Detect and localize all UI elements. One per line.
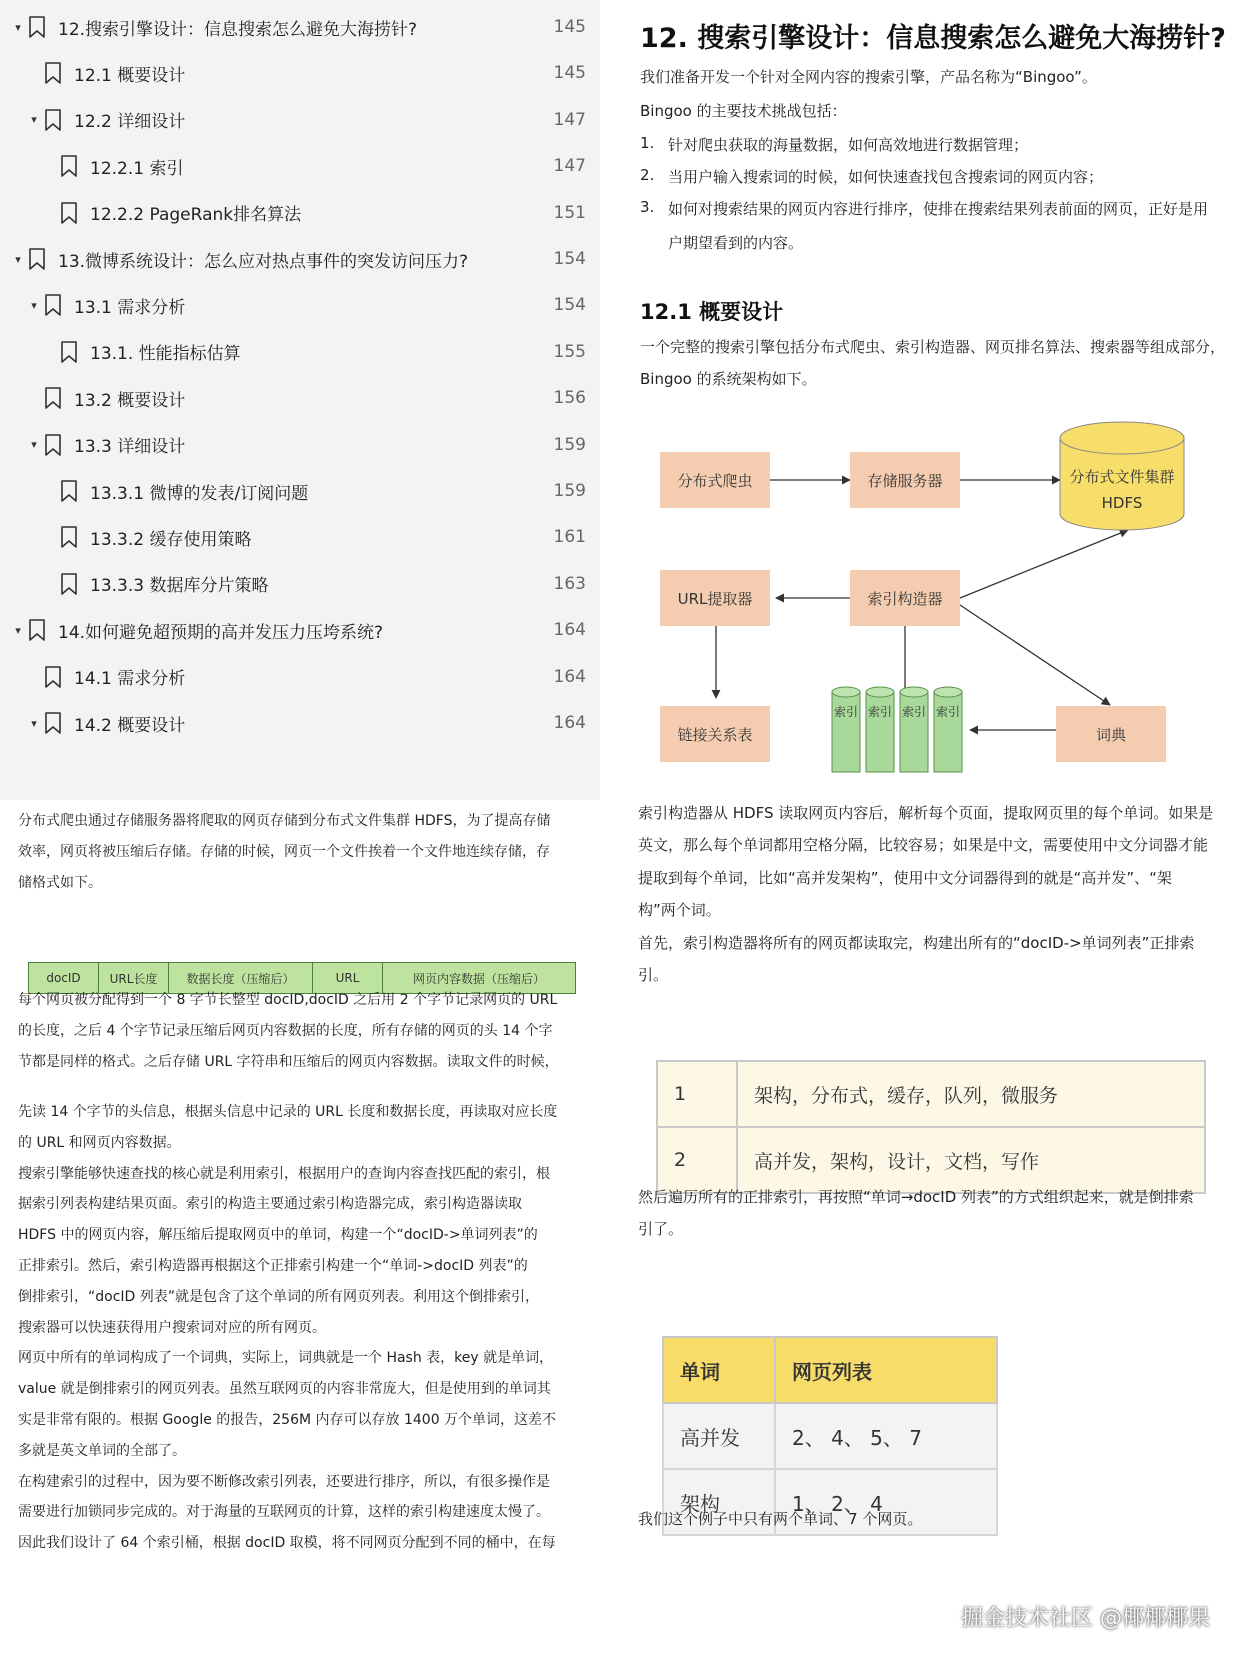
- paragraph-line: 正排索引。然后，索引构造器再根据这个正排索引构建一个“单词->docID 列表”的: [18, 1258, 528, 1274]
- expand-arrow-icon[interactable]: ▾: [15, 252, 21, 266]
- list-num-3: 3.: [640, 198, 655, 216]
- index-bucket: [934, 687, 962, 772]
- toc-panel: [0, 0, 600, 800]
- paragraph-line: 先读 14 个字节的头信息，根据头信息中记录的 URL 长度和数据长度，再读取对应长度: [18, 1104, 558, 1120]
- toc-item[interactable]: [0, 4, 600, 50]
- format-field: 数据长度（压缩后）: [169, 963, 313, 993]
- svg-text:URL提取器: URL提取器: [677, 590, 753, 608]
- toc-item-page: 159: [553, 434, 586, 455]
- expand-arrow-icon[interactable]: ▾: [31, 113, 37, 127]
- toc-item-page: 147: [553, 109, 586, 130]
- format-field: URL长度: [99, 963, 169, 993]
- bookmark-icon: [44, 387, 62, 409]
- bookmark-icon: [60, 480, 78, 502]
- toc-item-label: 14.如何避免超预期的高并发压力压垮系统?: [58, 622, 384, 643]
- bookmark-icon: [44, 62, 62, 84]
- list-item-3: 如何对搜索结果的网页内容进行排序，使排在搜索结果列表前面的网页，正好是用: [668, 200, 1209, 218]
- header-word: 单词: [663, 1337, 775, 1403]
- format-field: docID: [29, 963, 99, 993]
- bookmark-icon: [44, 109, 62, 131]
- table-header-row: [663, 1337, 997, 1403]
- bookmark-icon: [60, 202, 78, 224]
- toc-item-page: 164: [553, 713, 586, 733]
- table-row: [657, 1127, 1205, 1193]
- paragraph-line: 实是非常有限的。根据 Google 的报告，256M 内存可以存放 1400 万个单词，这差不: [18, 1412, 557, 1428]
- toc-item-page: 155: [553, 341, 586, 362]
- architecture-diagram: [660, 430, 1200, 800]
- paragraph-line: 索引构造器从 HDFS 读取网页内容后，解析每个页面，提取网页里的每个单词。如果是: [638, 804, 1214, 822]
- toc-item[interactable]: [0, 514, 600, 560]
- page-list-cell: 1、 2、 4: [775, 1469, 997, 1535]
- bookmark-icon: [28, 248, 46, 270]
- paragraph-line: 提取到每个单词，比如“高并发架构”，使用中文分词器得到的就是“高并发”、“架: [638, 868, 1172, 887]
- toc-item[interactable]: [0, 143, 600, 189]
- expand-arrow-icon[interactable]: ▾: [31, 438, 37, 452]
- paragraph-line: value 就是倒排索引的网页列表。虽然互联网页的内容非常庞大，但是使用到的单词其: [18, 1381, 551, 1398]
- toc-item-label: 13.3.2 缓存使用策略: [90, 529, 252, 550]
- paragraph-line: 搜索引擎能够快速查找的核心就是利用索引，根据用户的查询内容查找匹配的索引，根: [18, 1165, 550, 1182]
- dictionary-box: [1056, 706, 1166, 762]
- paragraph-line: 首先，索引构造器将所有的网页都读取完，构建出所有的“docID->单词列表”正排索: [638, 933, 1195, 952]
- paragraph-line: 多就是英文单词的全部了。: [18, 1442, 186, 1459]
- toc-item[interactable]: [0, 282, 600, 328]
- toc-item[interactable]: [0, 654, 600, 700]
- bookmark-icon: [60, 341, 78, 363]
- arrow-indexer-dict: [960, 605, 1110, 705]
- svg-text:分布式文件集群: 分布式文件集群: [1069, 468, 1175, 486]
- table-row: [657, 1061, 1205, 1127]
- paragraph-line: 因此我们设计了 64 个索引桶，根据 docID 取模，将不同网页分配到不同的桶中，在每: [18, 1535, 556, 1552]
- toc-item[interactable]: [0, 375, 600, 421]
- toc-item-label: 12.2.2 PageRank排名算法: [90, 205, 302, 226]
- paragraph-line: 引。: [638, 966, 669, 984]
- toc-item[interactable]: [0, 422, 600, 468]
- toc-item-page: 154: [553, 295, 586, 316]
- format-field: URL: [313, 963, 383, 993]
- list-item-3-cont: 户期望看到的内容。: [668, 234, 804, 252]
- toc-item-label: 14.2 概要设计: [74, 715, 186, 736]
- toc-item[interactable]: [0, 97, 600, 143]
- toc-item[interactable]: [0, 190, 600, 236]
- list-item-1: 针对爬虫获取的海量数据，如何高效地进行数据管理；: [668, 136, 1029, 154]
- bookmark-icon: [60, 155, 78, 177]
- toc-item-label: 12.2.1 索引: [90, 158, 184, 179]
- index-bucket: [866, 687, 894, 772]
- link-table-box: [660, 706, 770, 762]
- toc-item-label: 13.3.3 数据库分片策略: [90, 576, 269, 597]
- paragraph-line: 网页中所有的单词构成了一个词典，实际上，词典就是一个 Hash 表，key 就是单词，: [18, 1350, 554, 1367]
- toc-item-page: 147: [553, 156, 586, 177]
- bookmark-icon: [44, 666, 62, 688]
- toc-item[interactable]: [0, 468, 600, 514]
- bookmark-icon: [44, 712, 62, 734]
- toc-item-page: 159: [553, 481, 586, 501]
- paragraph-line: 每个网页被分配得到一个 8 字节长整型 docID,docID 之后用 2 个字节记录网页的 URL: [18, 992, 558, 1008]
- toc-item[interactable]: [0, 236, 600, 282]
- chapter-12-page: [620, 0, 1242, 792]
- header-page-list: 网页列表: [775, 1337, 997, 1403]
- toc-item-label: 13.1. 性能指标估算: [90, 344, 241, 365]
- doc-id-cell: 2: [657, 1127, 737, 1193]
- index-page: [626, 804, 1242, 1660]
- section-paragraph-cont: Bingoo 的系统架构如下。: [640, 370, 817, 388]
- paragraph-line: 搜索器可以快速获得用户搜索词对应的所有网页。: [18, 1319, 326, 1336]
- hdfs-database: [1060, 422, 1184, 530]
- toc-item[interactable]: [0, 329, 600, 375]
- svg-text:索引: 索引: [935, 705, 961, 719]
- svg-text:分布式爬虫: 分布式爬虫: [677, 472, 753, 490]
- challenges-intro: Bingoo 的主要技术挑战包括：: [640, 102, 847, 120]
- toc-item-page: 154: [553, 249, 586, 269]
- paragraph-line: 储格式如下。: [18, 875, 102, 891]
- svg-text:索引: 索引: [833, 705, 859, 719]
- toc-item-page: 163: [553, 573, 586, 594]
- paragraph-line: 需要进行加锁同步完成的。对于海量的互联网页的计算，这样的索引构建速度太慢了。: [18, 1504, 550, 1521]
- storage-format-page: [0, 813, 600, 1660]
- expand-arrow-icon[interactable]: ▾: [15, 20, 21, 34]
- word-list-cell: 高并发，架构，设计，文档，写作: [737, 1127, 1205, 1193]
- paragraph-line: 引了。: [638, 1220, 684, 1238]
- toc-item[interactable]: [0, 607, 600, 653]
- word-list-cell: 架构，分布式，缓存，队列，微服务: [737, 1061, 1205, 1127]
- paragraph-line: 分布式爬虫通过存储服务器将爬取的网页存储到分布式文件集群 HDFS，为了提高存储: [18, 813, 551, 829]
- paragraph-line: 英文，那么每个单词都用空格分隔，比较容易；如果是中文，需要使用中文分词器才能: [638, 836, 1209, 855]
- page-list-cell: 2、 4、 5、 7: [775, 1403, 997, 1469]
- word-cell: 架构: [663, 1469, 775, 1535]
- bookmark-icon: [60, 573, 78, 595]
- table-row: [663, 1403, 997, 1469]
- toc-item-label: 12.1 概要设计: [74, 65, 186, 86]
- paragraph-line: 的长度，之后 4 个字节记录压缩后网页内容数据的长度，所有存储的网页的头 14 个字: [18, 1023, 553, 1039]
- bookmark-icon: [44, 434, 62, 456]
- svg-text:索引构造器: 索引构造器: [867, 590, 943, 608]
- intro-text: 我们准备开发一个针对全网内容的搜索引擎，产品名称为“Bingoo”。: [640, 68, 1097, 86]
- svg-text:HDFS: HDFS: [1101, 494, 1143, 512]
- bookmark-icon: [44, 294, 62, 316]
- list-item-2: 当用户输入搜索词的时候，如何快速查找包含搜索词的网页内容；: [668, 168, 1104, 186]
- section-paragraph: 一个完整的搜索引擎包括分布式爬虫、索引构造器、网页排名算法、搜索器等组成部分，: [640, 338, 1226, 356]
- svg-text:链接关系表: 链接关系表: [677, 726, 753, 744]
- section-title: 12.1 概要设计: [640, 300, 784, 324]
- paragraph-line: 在构建索引的过程中，因为要不断修改索引列表，还要进行排序，所以，有很多操作是: [18, 1473, 550, 1490]
- watermark: 掘金技术社区 @椰椰椰果: [961, 1606, 1210, 1631]
- paragraph-line: HDFS 中的网页内容，解压缩后提取网页中的单词，构建一个“docID->单词列表”的: [18, 1227, 538, 1244]
- chapter-title: 12. 搜索引擎设计：信息搜索怎么避免大海捞针?: [640, 23, 1226, 54]
- format-field: 网页内容数据（压缩后）: [412, 971, 545, 986]
- doc-id-cell: 1: [657, 1061, 737, 1127]
- toc-item-page: 164: [553, 620, 586, 641]
- svg-text:存储服务器: 存储服务器: [867, 472, 943, 490]
- word-cell: 高并发: [663, 1403, 775, 1469]
- toc-item[interactable]: [0, 700, 600, 746]
- svg-text:索引: 索引: [901, 705, 927, 719]
- toc-item-label: 12.搜索引擎设计：信息搜索怎么避免大海捞针?: [58, 19, 418, 40]
- toc-item-label: 13.2 概要设计: [74, 390, 186, 411]
- toc-item-label: 14.1 需求分析: [74, 669, 186, 690]
- bookmark-icon: [28, 619, 46, 641]
- toc-item-page: 164: [553, 666, 586, 687]
- toc-item-page: 151: [553, 202, 586, 223]
- paragraph-line: 倒排索引，“docID 列表”就是包含了这个单词的所有网页列表。利用这个倒排索引，: [18, 1288, 540, 1305]
- paragraph-line: 节都是同样的格式。之后存储 URL 字符串和压缩后的网页内容数据。读取文件的时候，: [18, 1054, 559, 1070]
- inverted-index-table: [662, 1336, 998, 1536]
- closing-text: 我们这个例子中只有两个单词、7 个网页。: [638, 1510, 923, 1528]
- svg-text:索引: 索引: [867, 705, 893, 719]
- list-num-2: 2.: [640, 166, 655, 184]
- paragraph-line: 构”两个词。: [638, 901, 721, 920]
- bookmark-icon: [28, 16, 46, 38]
- forward-index-table: [656, 1060, 1206, 1194]
- toc-item-page: 145: [553, 17, 586, 37]
- index-bucket: [832, 687, 860, 772]
- index-bucket: [900, 687, 928, 772]
- toc-item-label: 13.3 详细设计: [74, 437, 186, 458]
- url-extractor-box: [660, 570, 770, 626]
- paragraph-line: 据索引列表构建结果页面。索引的构造主要通过索引构造器完成，索引构造器读取: [18, 1196, 522, 1213]
- paragraph-line: 的 URL 和网页内容数据。: [18, 1134, 181, 1151]
- toc-item[interactable]: [0, 50, 600, 96]
- svg-text:词典: 词典: [1095, 726, 1127, 744]
- toc-item[interactable]: [0, 561, 600, 607]
- toc-item-label: 13.3.1 微博的发表/订阅问题: [90, 483, 309, 504]
- expand-arrow-icon[interactable]: ▾: [15, 623, 21, 637]
- paragraph-line: 效率，网页将被压缩后存储。存储的时候，网页一个文件挨着一个文件地连续存储，存: [18, 844, 550, 860]
- bookmark-icon: [60, 526, 78, 548]
- toc-item-page: 161: [553, 527, 586, 548]
- toc-item-page: 145: [553, 63, 586, 84]
- toc-item-label: 12.2 详细设计: [74, 112, 186, 133]
- expand-arrow-icon[interactable]: ▾: [31, 298, 37, 312]
- storage-box: [850, 452, 960, 508]
- expand-arrow-icon[interactable]: ▾: [31, 716, 37, 730]
- list-num-1: 1.: [640, 134, 655, 152]
- toc-item-page: 156: [553, 388, 586, 409]
- toc-item-label: 13.1 需求分析: [74, 297, 186, 318]
- indexer-box: [850, 570, 960, 626]
- paragraph-line: 然后遍历所有的正排索引，再按照“单词→docID 列表”的方式组织起来，就是倒排索: [638, 1188, 1194, 1206]
- toc-item-label: 13.微博系统设计：怎么应对热点事件的突发访问压力?: [58, 251, 469, 272]
- arrow-indexer-hdfs: [960, 530, 1128, 598]
- crawler-box: [660, 452, 770, 508]
